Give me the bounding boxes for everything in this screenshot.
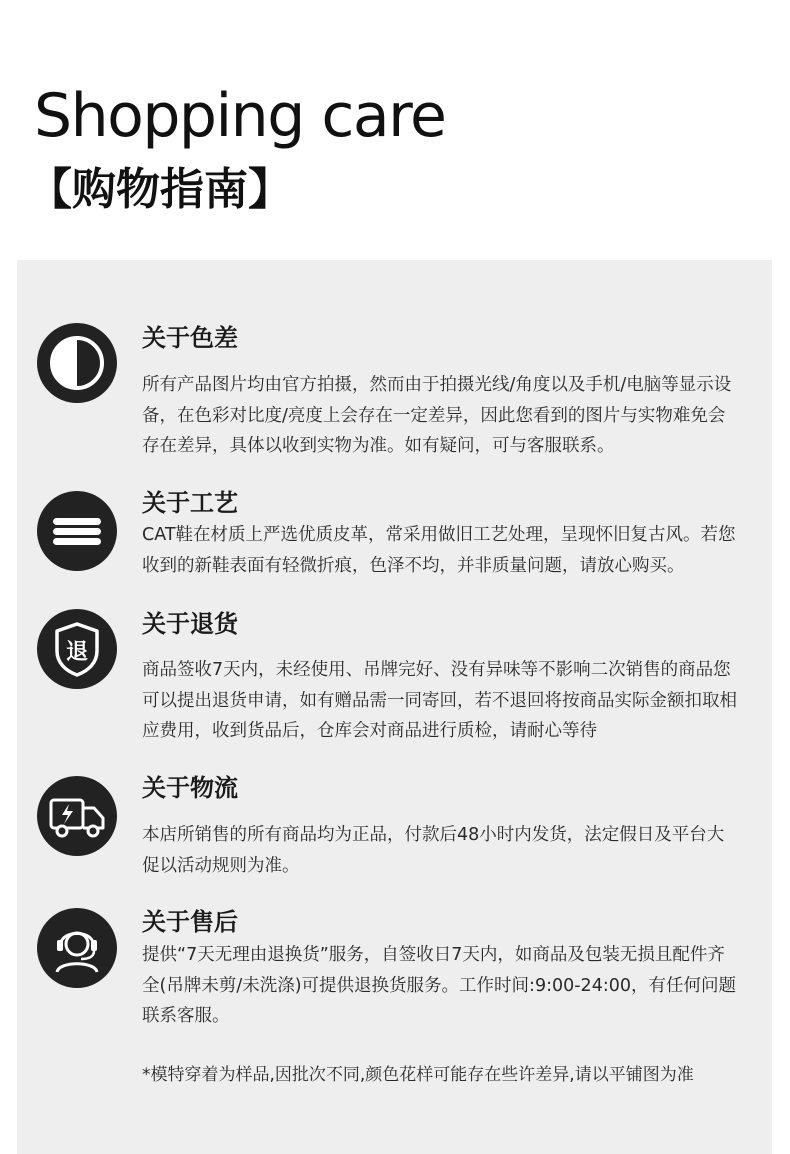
- section-body-after-sales: [142, 940, 762, 1032]
- color-contrast-icon: [37, 323, 117, 403]
- section-title-logistics: 关于物流: [142, 774, 238, 802]
- section-body-craft: [142, 520, 762, 581]
- return-badge-icon: [37, 609, 117, 689]
- section-title-color: 关于色差: [142, 324, 238, 352]
- page-title-en: Shopping care: [34, 81, 446, 151]
- body-line: 备，在色彩对比度/亮度上会存在一定差异，因此您看到的图片与实物难免会: [142, 405, 726, 426]
- section-title-craft: 关于工艺: [142, 489, 238, 517]
- body-line: 所有产品图片均由官方拍摄，然而由于拍摄光线/角度以及手机/电脑等显示设: [142, 375, 732, 395]
- section-body-color: [142, 370, 762, 462]
- body-line: 可以提出退货申请，如有赠品需一同寄回，若不退回将按商品实际金额扣取相: [142, 690, 737, 711]
- layers-icon: [37, 491, 117, 571]
- return-badge-char: 退: [65, 640, 89, 665]
- body-line: 存在差异，具体以收到实物为准。如有疑问，可与客服联系。: [142, 436, 615, 456]
- body-line: 应费用，收到货品后，仓库会对商品进行质检，请耐心等待: [142, 721, 597, 741]
- section-title-after-sales: 关于售后: [142, 908, 238, 936]
- delivery-truck-icon: [37, 776, 117, 856]
- body-line: 促以活动规则为准。: [142, 855, 300, 876]
- body-line: 商品签收7天内，未经使用、吊牌完好、没有异味等不影响二次销售的商品您: [142, 660, 731, 680]
- body-line: 本店所销售的所有商品均为正品，付款后48小时内发货，法定假日及平台大: [142, 825, 725, 845]
- section-title-returns: 关于退货: [142, 610, 238, 638]
- body-line: CAT鞋在材质上严选优质皮革，常采用做旧工艺处理，呈现怀旧复古风。若您: [142, 525, 736, 545]
- body-line: 全(吊牌未剪/未洗涤)可提供退换货服务。工作时间:9:00-24:00，有任何问题: [142, 975, 736, 996]
- body-line: 收到的新鞋表面有轻微折痕，色泽不均，并非质量问题，请放心购买。: [142, 555, 685, 576]
- model-sample-note: *模特穿着为样品,因批次不同,颜色花样可能存在些许差异,请以平铺图为准: [142, 1065, 694, 1085]
- customer-service-icon: [37, 908, 117, 988]
- body-line: 联系客服。: [142, 1006, 230, 1026]
- page-title-cn: 【购物指南】: [28, 164, 292, 215]
- section-body-returns: [142, 655, 762, 747]
- body-line: 提供“7天无理由退换货”服务，自签收日7天内，如商品及包装无损且配件齐: [142, 945, 725, 965]
- section-body-logistics: [142, 820, 762, 881]
